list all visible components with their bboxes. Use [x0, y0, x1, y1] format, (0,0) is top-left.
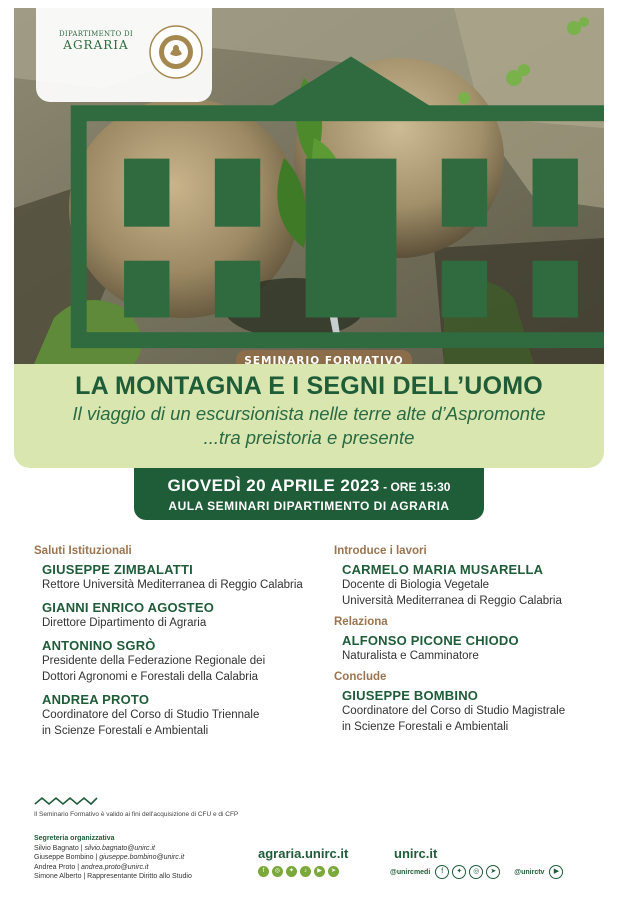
twitter-icon[interactable]: ✦ [452, 865, 466, 879]
speaker-name: GIANNI ENRICO AGOSTEO [42, 600, 215, 615]
speaker [34, 562, 324, 593]
department-website-link[interactable]: agraria.unirc.it [258, 846, 349, 861]
event-place: AULA SEMINARI DIPARTIMENTO DI AGRARIA [168, 499, 450, 513]
speaker [334, 633, 604, 664]
wave-decoration-icon [34, 796, 98, 806]
facebook-icon[interactable]: f [435, 865, 449, 879]
contact-email[interactable]: silvio.bagnato@unirc.it [84, 844, 155, 852]
building-icon [56, 26, 604, 364]
speaker-role: Rettore Università Mediterranea di Reggio Calabria [42, 579, 303, 591]
youtube-icon[interactable]: ▶ [314, 866, 325, 877]
speaker-name: ANTONINO SGRÒ [42, 638, 156, 653]
instagram-icon[interactable]: ◎ [272, 866, 283, 877]
program-right-column [334, 545, 604, 742]
speaker-role: Coordinatore del Corso di Studio Triennale [42, 709, 260, 721]
dept-logo-small-text: DIPARTIMENTO DI [59, 30, 133, 38]
section-heading-introduce: Introduce i lavori [334, 545, 427, 557]
subtitle-line-1: Il viaggio di un escursionista nelle terre alte d’Aspromonte [72, 403, 546, 424]
department-logo [56, 26, 136, 52]
tiktok-icon[interactable]: ♪ [300, 866, 311, 877]
university-social-row [390, 865, 590, 879]
secretariat-contact [34, 844, 254, 854]
speaker-role: in Scienze Forestali e Ambientali [42, 725, 209, 737]
program-left-column [34, 545, 324, 746]
telegram-icon[interactable]: ➤ [486, 865, 500, 879]
hero-photo [14, 8, 604, 364]
department-site-block [258, 846, 360, 877]
seminar-type-tag: SEMINARIO FORMATIVO [236, 350, 412, 364]
speaker [34, 638, 324, 685]
speaker-name: CARMELO MARIA MUSARELLA [342, 562, 544, 577]
date-band [134, 468, 484, 520]
speaker-role: Presidente della Federazione Regionale dei [42, 655, 266, 667]
event-time: - ORE 15:30 [379, 480, 451, 494]
secretariat-title: Segreteria organizzativa [34, 835, 115, 842]
secretariat-contact [34, 863, 254, 873]
speaker-role: in Scienze Forestali e Ambientali [342, 721, 509, 733]
contact-name: Simone Alberto | Rappresentante Diritto allo Studio [34, 873, 192, 880]
speaker [334, 562, 604, 609]
contact-email[interactable]: giuseppe.bombino@unirc.it [99, 854, 185, 861]
speaker-role: Università Mediterranea di Reggio Calabria [342, 595, 562, 607]
speaker-name: ALFONSO PICONE CHIODO [342, 633, 519, 648]
speaker-name: GIUSEPPE BOMBINO [342, 688, 479, 703]
speaker-name: ANDREA PROTO [42, 692, 150, 707]
organizing-secretariat [34, 834, 254, 882]
speaker [34, 692, 324, 739]
section-heading-conclude: Conclude [334, 671, 387, 683]
department-social-icons [258, 866, 360, 877]
contact-name: Giuseppe Bombino | [34, 854, 100, 861]
university-seal-icon [148, 24, 204, 80]
speaker-role: Docente di Biologia Vegetale [342, 579, 490, 591]
secretariat-contact [34, 872, 254, 882]
dept-logo-big-text: AGRARIA [63, 38, 129, 52]
main-title: LA MONTAGNA E I SEGNI DELL’UOMO [75, 372, 543, 400]
contact-name: Andrea Proto | [34, 863, 81, 871]
speaker [334, 688, 604, 735]
speaker-name: GIUSEPPE ZIMBALATTI [42, 562, 193, 577]
logo-panel [36, 8, 212, 102]
handle-unircmedi[interactable]: @unircmedi [390, 868, 431, 876]
facebook-icon[interactable]: f [258, 866, 269, 877]
subtitle-line-2: ...tra preistoria e presente [203, 427, 415, 448]
speaker-role: Direttore Dipartimento di Agraria [42, 617, 207, 629]
university-seal [148, 24, 204, 80]
university-website-link[interactable]: unirc.it [394, 846, 438, 861]
speaker [34, 600, 324, 631]
title-band [14, 364, 604, 468]
university-site-block [390, 846, 590, 879]
cfu-note: Il Seminario Formativo è valido ai fini dell'acquisizione di CFU e di CFP [34, 811, 239, 818]
speaker-role: Dottori Agronomi e Forestali della Calabria [42, 671, 259, 683]
secretariat-contact [34, 853, 254, 863]
section-heading-saluti: Saluti Istituzionali [34, 545, 132, 557]
event-date: GIOVEDÌ 20 APRILE 2023 [167, 476, 380, 495]
twitter-icon[interactable]: ✦ [286, 866, 297, 877]
contact-email[interactable]: andrea.proto@unirc.it [80, 863, 149, 871]
contact-name: Silvio Bagnato | [34, 844, 85, 852]
telegram-icon[interactable]: ➤ [328, 866, 339, 877]
speaker-role: Coordinatore del Corso di Studio Magistrale [342, 705, 566, 717]
handle-unirctv[interactable]: @unirctv [514, 868, 545, 876]
youtube-icon[interactable]: ▶ [549, 865, 563, 879]
speaker-role: Naturalista e Camminatore [342, 650, 479, 662]
instagram-icon[interactable]: ◎ [469, 865, 483, 879]
section-heading-relaziona: Relaziona [334, 616, 388, 628]
date-line [134, 476, 484, 496]
